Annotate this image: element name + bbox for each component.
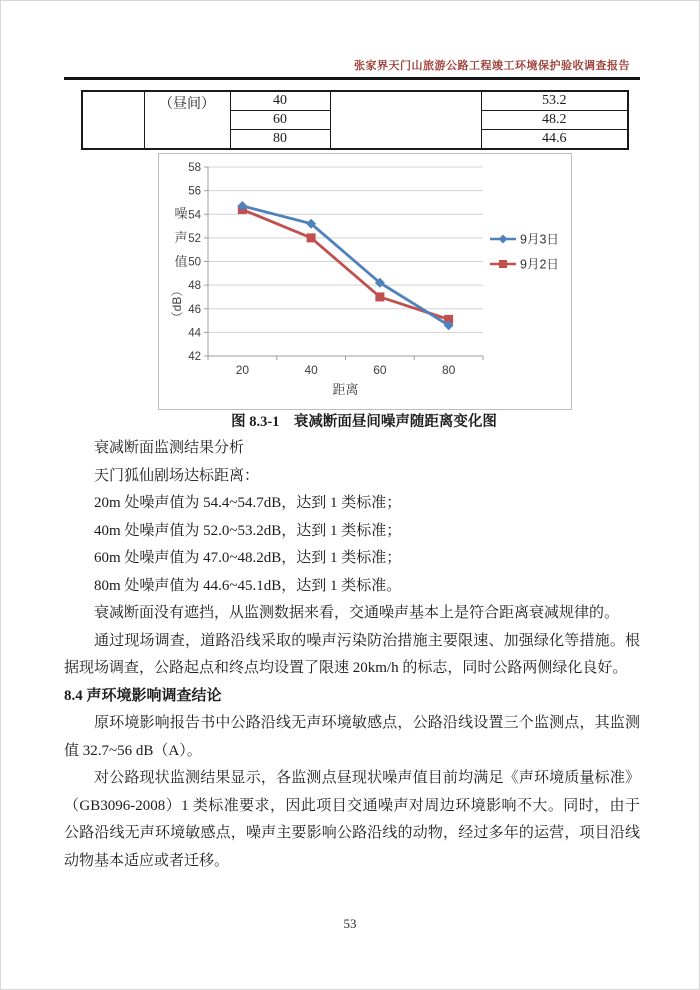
table-cell-distance: 80 bbox=[230, 130, 330, 150]
svg-text:20: 20 bbox=[235, 363, 250, 377]
noise-line-chart bbox=[159, 154, 569, 407]
svg-text:9月2日: 9月2日 bbox=[520, 257, 559, 272]
body-content bbox=[64, 435, 640, 875]
paragraph-attenuation: 衰减断面没有遮挡，从监测数据来看，交通噪声基本上是符合距离衰减规律的。 bbox=[94, 605, 620, 621]
paragraph-survey: 通过现场调查，道路沿线采取的噪声污染防治措施主要限速、加强绿化等措施。根据现场调查，公路起点和终点均设置了限速 20km/h 的标志，同时公路两侧绿化良好。 bbox=[64, 632, 640, 676]
paragraph-40m: 40m 处噪声值为 52.0~53.2dB，达到 1 类标准； bbox=[94, 522, 402, 539]
table-cell-distance: 60 bbox=[230, 111, 330, 130]
table-cell-value: 44.6 bbox=[481, 130, 628, 150]
svg-text:噪: 噪 bbox=[174, 206, 188, 221]
svg-text:60: 60 bbox=[373, 363, 387, 377]
header-rule bbox=[64, 77, 640, 80]
svg-text:50: 50 bbox=[188, 256, 201, 269]
svg-text:距离: 距离 bbox=[332, 382, 359, 397]
svg-text:42: 42 bbox=[188, 351, 201, 363]
section-heading-8-4: 8.4 声环境影响调查结论 bbox=[64, 687, 222, 704]
svg-text:56: 56 bbox=[188, 185, 201, 198]
table-cell-value: 48.2 bbox=[481, 111, 628, 130]
svg-text:值: 值 bbox=[174, 254, 188, 269]
svg-text:声: 声 bbox=[174, 230, 188, 245]
page-number: 53 bbox=[343, 916, 357, 931]
figure-caption: 图 8.3-1 衰减断面昼间噪声随距离变化图 bbox=[231, 414, 497, 430]
table-row bbox=[82, 91, 628, 111]
svg-text:58: 58 bbox=[188, 162, 201, 174]
noise-chart-figure bbox=[158, 153, 572, 410]
table-cell-value: 53.2 bbox=[481, 91, 628, 111]
svg-text:52: 52 bbox=[188, 232, 201, 245]
svg-text:80: 80 bbox=[441, 363, 456, 377]
paragraph-conclusion-2: 对公路现状监测结果显示，各监测点昼现状噪声值目前均满足《声环境质量标准》（GB3096-2008）1 类标准要求，因此项目交通噪声对周边环境影响不大。同时，由于公路沿线无声环境敏感点，噪声主要影响公路沿线的动物，经过多年的运营，项目沿线动物基本适应或者迁移。 bbox=[64, 770, 640, 869]
paragraph-80m: 80m 处噪声值为 44.6~45.1dB，达到 1 类标准。 bbox=[94, 577, 402, 594]
svg-text:46: 46 bbox=[188, 303, 201, 316]
table-cell-empty bbox=[330, 91, 481, 149]
paragraph-conclusion-1: 原环境影响报告书中公路沿线无声环境敏感点，公路沿线设置三个监测点，其监测值 32.7~56 dB（A）。 bbox=[64, 715, 640, 759]
report-header: 张家界天门山旅游公路工程竣工环境保护验收调查报告 bbox=[354, 60, 630, 72]
table-cell-distance: 40 bbox=[230, 91, 330, 111]
svg-text:9月3日: 9月3日 bbox=[520, 232, 559, 247]
table-cell-empty bbox=[82, 91, 144, 149]
table-cell-period: （昼间） bbox=[144, 91, 230, 149]
svg-text:44: 44 bbox=[188, 327, 201, 340]
svg-text:40: 40 bbox=[304, 363, 318, 377]
paragraph-analysis-title: 衰减断面监测结果分析 bbox=[94, 440, 245, 456]
paragraph-60m: 60m 处噪声值为 47.0~48.2dB，达到 1 类标准； bbox=[94, 550, 402, 566]
svg-text:48: 48 bbox=[188, 280, 201, 293]
svg-text:（dB）: （dB） bbox=[170, 284, 184, 324]
paragraph-20m: 20m 处噪声值为 54.4~54.7dB，达到 1 类标准； bbox=[94, 495, 402, 511]
noise-table bbox=[81, 90, 629, 150]
paragraph-target-distance: 天门狐仙剧场达标距离： bbox=[94, 467, 260, 484]
svg-text:54: 54 bbox=[188, 209, 201, 222]
